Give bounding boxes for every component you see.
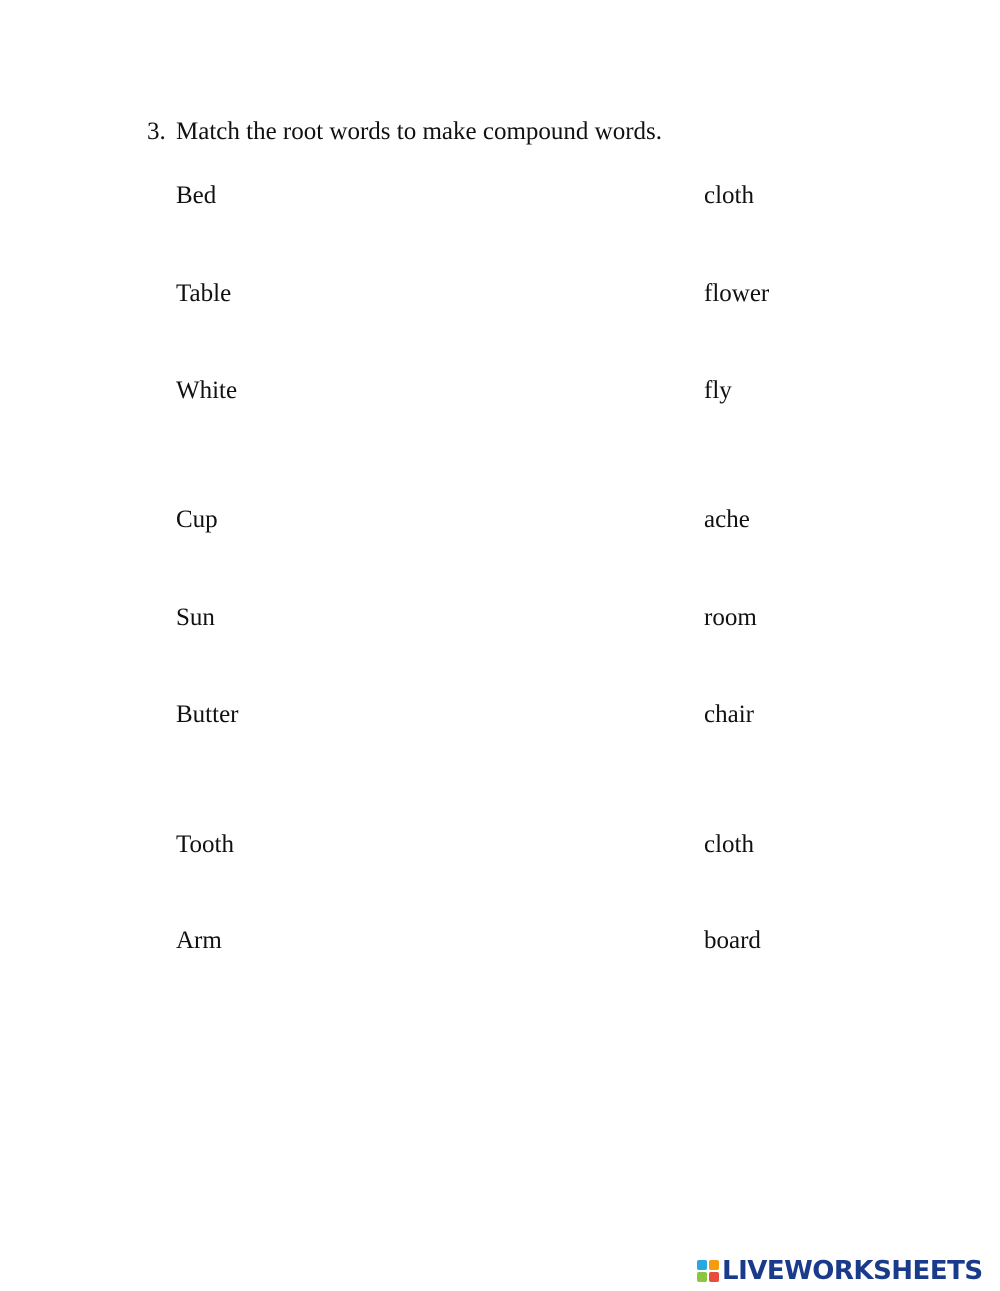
left-word[interactable]: Sun xyxy=(176,604,215,631)
liveworksheets-logo xyxy=(697,1257,983,1285)
right-word[interactable]: cloth xyxy=(704,182,754,209)
logo-block xyxy=(697,1272,707,1282)
logo-blocks-icon xyxy=(697,1260,719,1282)
logo-text: LIVEWORKSHEETS xyxy=(722,1256,983,1286)
question-text: Match the root words to make compound words. xyxy=(176,118,663,145)
right-word[interactable]: flower xyxy=(704,280,770,307)
right-word[interactable]: board xyxy=(704,927,761,954)
question-number: 3. xyxy=(147,118,166,145)
right-word[interactable]: ache xyxy=(704,506,750,533)
left-word[interactable]: Cup xyxy=(176,506,218,533)
logo-block xyxy=(697,1260,707,1270)
left-word[interactable]: Arm xyxy=(176,927,222,954)
logo-block xyxy=(709,1260,719,1270)
left-word[interactable]: Bed xyxy=(176,182,217,209)
left-word[interactable]: Table xyxy=(176,280,232,307)
right-word[interactable]: room xyxy=(704,604,757,631)
left-word[interactable]: White xyxy=(176,377,238,404)
right-word[interactable]: chair xyxy=(704,701,754,728)
right-word[interactable]: fly xyxy=(704,377,732,404)
right-word[interactable]: cloth xyxy=(704,831,754,858)
left-word[interactable]: Butter xyxy=(176,701,239,728)
logo-block xyxy=(709,1272,719,1282)
question-prompt xyxy=(147,116,662,148)
left-word[interactable]: Tooth xyxy=(176,831,234,858)
